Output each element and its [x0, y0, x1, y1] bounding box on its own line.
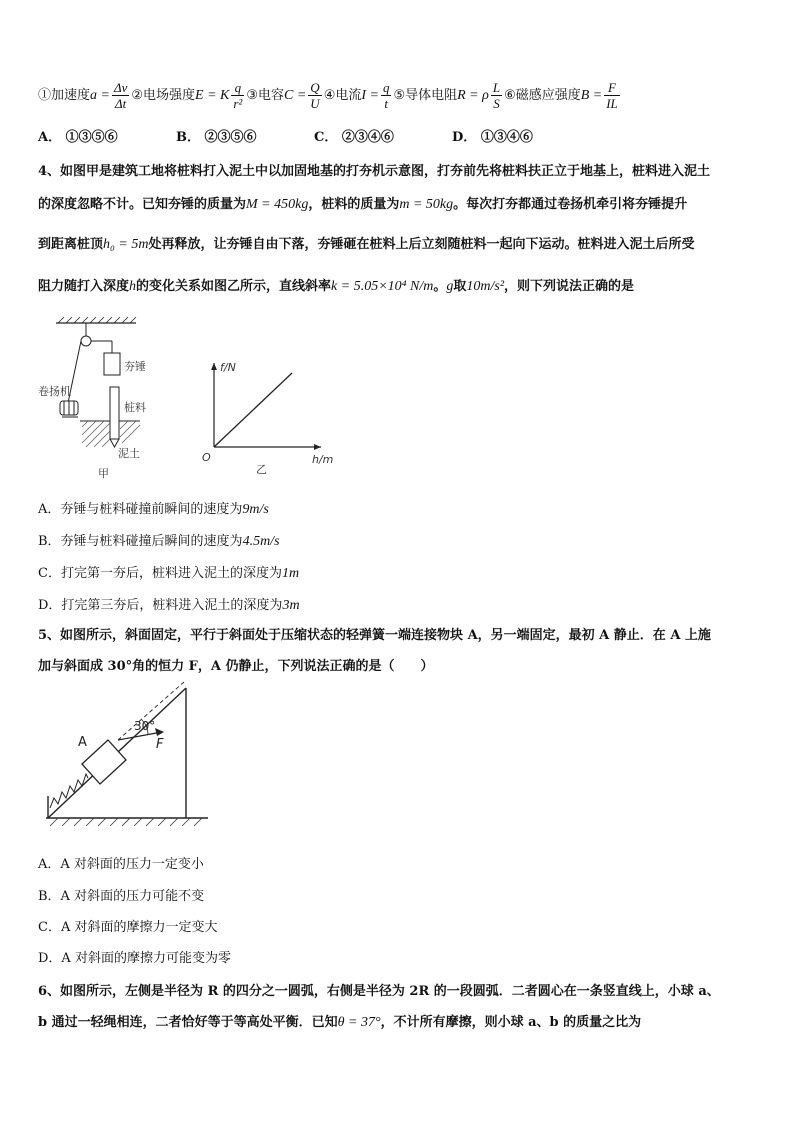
label-block: A [78, 735, 87, 750]
q4-stem-line-4: 阻力随打入深度h的变化关系如图乙所示，直线斜率k = 5.05×10⁴ N/m。g取10m/s²，则下列说法正确的是 [38, 279, 635, 294]
formula-3-lhs: C = [284, 88, 307, 103]
q4-height: h₀ = 5m [103, 237, 149, 252]
f-h-line [214, 373, 292, 447]
block-a [82, 740, 126, 784]
formula-4-label: ④电流 [323, 88, 362, 103]
q5-option-d[interactable]: D．A 对斜面的摩擦力可能变为零 [38, 951, 231, 966]
q4-figure-yi [196, 355, 336, 480]
label-hammer: 夯锤 [124, 360, 146, 373]
q3-option-d[interactable]: D． ①③④⑥ [452, 130, 533, 145]
q3-option-a[interactable]: A． ①③⑤⑥ [38, 130, 118, 145]
formula-1-lhs: a = [90, 88, 110, 103]
formula-6-fraction: $\frac{F}{IL}$ [606, 80, 618, 111]
label-force: F [156, 737, 164, 752]
q6-theta: θ = 37° [337, 1015, 381, 1030]
q4-mass-pile: m = 50kg [399, 197, 454, 212]
formula-5-fraction: $\frac{L}{S}$ [492, 80, 501, 111]
q5-stem-line-2: 加与斜面成 30°角的恒力 F，A 仍静止，下列说法正确的是（ ） [38, 659, 434, 674]
caption-jia: 甲 [98, 467, 109, 480]
formula-5-label: ⑤导体电阻 [393, 88, 458, 103]
q5-option-c[interactable]: C．A 对斜面的摩擦力一定变大 [38, 920, 218, 935]
label-soil: 泥土 [118, 447, 140, 460]
q6-stem-line-2: b 通过一轻绳相连，二者恰好等于等高处平衡．已知θ = 37°，不计所有摩擦，则小球 a、b 的质量之比为 [38, 1015, 642, 1030]
label-pile: 桩料 [124, 401, 146, 414]
hammer-shape [104, 353, 120, 375]
label-angle: 30° [134, 719, 156, 733]
formula-4-lhs: I = [361, 88, 379, 103]
q4-slope: k = 5.05×10⁴ N/m [331, 279, 434, 294]
q4-option-a[interactable]: A．夯锤与桩料碰撞前瞬间的速度为9m/s [38, 502, 269, 517]
q4-option-c[interactable]: C．打完第一夯后，桩料进入泥土的深度为1m [38, 566, 300, 581]
q3-option-c[interactable]: C． ②③④⑥ [314, 130, 394, 145]
formula-2-fraction: $\frac{q}{\text{r²}}$ [233, 80, 243, 111]
formula-1-label: ①加速度 [38, 88, 91, 103]
q5-stem-line-1: 5、如图所示，斜面固定，平行于斜面处于压缩状态的轻弹簧一端连接物块 A，另一端固定，最初 A 静止．在 A 上施 [38, 628, 711, 643]
q3-option-b[interactable]: B． ②③⑤⑥ [176, 130, 257, 145]
ylabel: f/N [220, 361, 236, 374]
formula-2-lhs: E = K [195, 88, 230, 103]
pile-shape [110, 387, 119, 439]
formula-4-fraction: $\frac{q}{t}$ [382, 80, 390, 111]
caption-yi: 乙 [256, 463, 267, 476]
spring-shape [50, 774, 88, 808]
q6-stem-line-1: 6、如图所示，左侧是半径为 R 的四分之一圆弧，右侧是半径为 2R 的一段圆弧．二者圆心在一条竖直线上，小球 a、 [38, 984, 720, 999]
q5-option-b[interactable]: B．A 对斜面的压力可能不变 [38, 889, 205, 904]
formula-3-fraction: $\frac{Q}{U}$ [310, 80, 320, 111]
q4-figure-jia [36, 315, 166, 480]
formula-6-label: ⑥磁感应强度 [504, 88, 581, 103]
q4-option-d[interactable]: D．打完第三夯后，桩料进入泥土的深度为3m [38, 598, 300, 613]
q4-option-b[interactable]: B．夯锤与桩料碰撞后瞬间的速度为4.5m/s [38, 534, 280, 549]
q5-figure-incline [38, 680, 214, 840]
q3-formula-line [38, 80, 622, 111]
formula-2-label: ②电场强度 [131, 88, 196, 103]
formula-3-label: ③电容 [246, 88, 284, 103]
q4-stem-line-2: 的深度忽略不计。已知夯锤的质量为M = 450kg，桩料的质量为m = 50kg。每次打夯都通过卷扬机牵引将夯锤提升 [38, 197, 688, 212]
label-winch: 卷扬机 [38, 385, 71, 398]
origin-label: O [202, 451, 211, 464]
xlabel: h/m [312, 453, 334, 466]
q4-stem-line-3: 到距离桩顶h₀ = 5m处再释放，让夯锤自由下落，夯锤砸在桩料上后立刻随桩料一起向下运动。桩料进入泥土后所受 [38, 237, 695, 252]
q5-option-a[interactable]: A．A 对斜面的压力一定变小 [38, 857, 204, 872]
q4-stem-line-1: 4、如图甲是建筑工地将桩料打入泥土中以加固地基的打夯机示意图，打夯前先将桩料扶正立于地基上，桩料进入泥土 [38, 164, 711, 179]
formula-1-fraction: $\frac{\Delta v}{\Delta t}$ [113, 80, 128, 111]
formula-5-lhs: R = ρ [457, 88, 489, 103]
q4-mass-hammer: M = 450kg [246, 197, 309, 212]
formula-6-lhs: B = [580, 88, 603, 103]
